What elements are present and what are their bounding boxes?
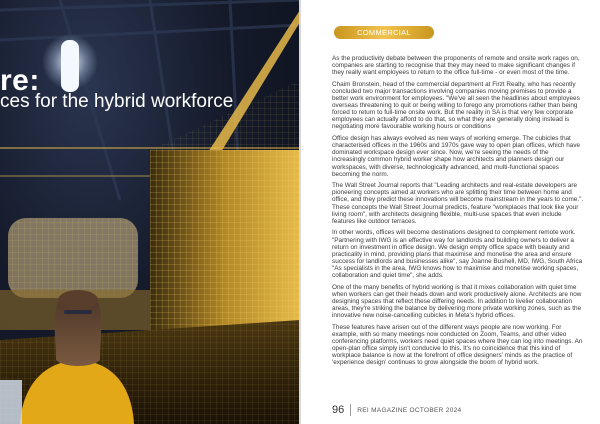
article-subheadline: ces for the hybrid workforce — [0, 91, 234, 112]
right-page — [301, 0, 600, 424]
paragraph: These features have arisen out of the different ways people are now working. For example, with so many meetings now conducted on Zoom, Teams, and other video conferencing platforms, workers need quiet spaces where they can log into meetings. An open-plan office simply isn't conducive to this. It's no coincidence that this kind of workplace balance is now at the forefront of office designers' minds as the practice of 'experience design' continues to grow alongside the boom of hybrid work. — [332, 323, 583, 367]
monitor-screen — [0, 380, 22, 424]
section-tag: COMMERCIAL — [334, 26, 434, 39]
paragraph: The Wall Street Journal reports that "Leading architects and real-estate developers are pioneering concepts aimed at workers who are splitting their time between home and office, and they predict these innovations will become mainstream in the years to come.". These concepts the Wall Street Journal predicts, feature "workplaces that look like your living room", with architects designing flexible, multi-use spaces that even include features like outdoor terraces. — [332, 182, 584, 225]
article-body — [332, 55, 584, 371]
ceiling-lamp — [61, 40, 79, 92]
paragraph: In other words, offices will become destinations designed to complement remote work. "Partnering with IWG is an effective way for landlords and building owners to deliver a return on investment in office design. We design empty office space with beauty and practicality in mind, providing plans that maximise and monetise the area and ensure success for landlords and businesses alike", say Joanne Bushell, MD, IWG, South Africa "As specialists in the area, IWG knows how to maximise and monetise working spaces, collaboration and quiet time", she adds. — [332, 229, 583, 279]
page-footer — [332, 404, 461, 416]
paragraph: Office design has always evolved as new ways of working emerge. The cubicles that characterised offices in the 1960s and 1970s gave way to open plan offices, which have dominated workspace design ever since. Now, we're seeing the needs of the increasingly common hybrid worker shape how architects and planners design our workspaces, with diverse, technologically advanced, and multi-functional spaces becoming the norm. — [332, 135, 581, 178]
paragraph: One of the many benefits of hybrid working is that it mixes collaboration with quiet time when workers can get their heads down and work productively alone. Architects are now designing spaces that reflect these differing needs. In addition to livelier collaboration areas, they're striking the balance by delivering more private working zones, such as the innovative new noise-cancelling cubicles in Meta's hybrid offices. — [332, 283, 582, 320]
footer-divider — [350, 404, 351, 416]
paragraph: Chaim Bronstein, head of the commercial department at Firzt Realty, who has recently concluded two major transactions involving companies moving premises to provide a better work environment for employees. "We've all seen the headlines about employees overseas threatening to quit or being willing to forego any promotions rather than being forced to return to full-time onsite work. But the reality in SA is that very few corporate employees can actually afford to do that, so what they are generally doing instead is negotiating more favourable working hours or conditions — [332, 80, 580, 131]
article-headline: re: — [0, 64, 40, 97]
page-number: 96 — [332, 404, 345, 416]
magazine-issue: REI MAGAZINE OCTOBER 2024 — [357, 406, 462, 414]
paragraph: As the productivity debate between the proponents of remote and onsite work rages on, companies are starting to recognise that they may need to make significant changes if they really want employees to return to the office full-time - or even most of the time. — [332, 55, 580, 77]
